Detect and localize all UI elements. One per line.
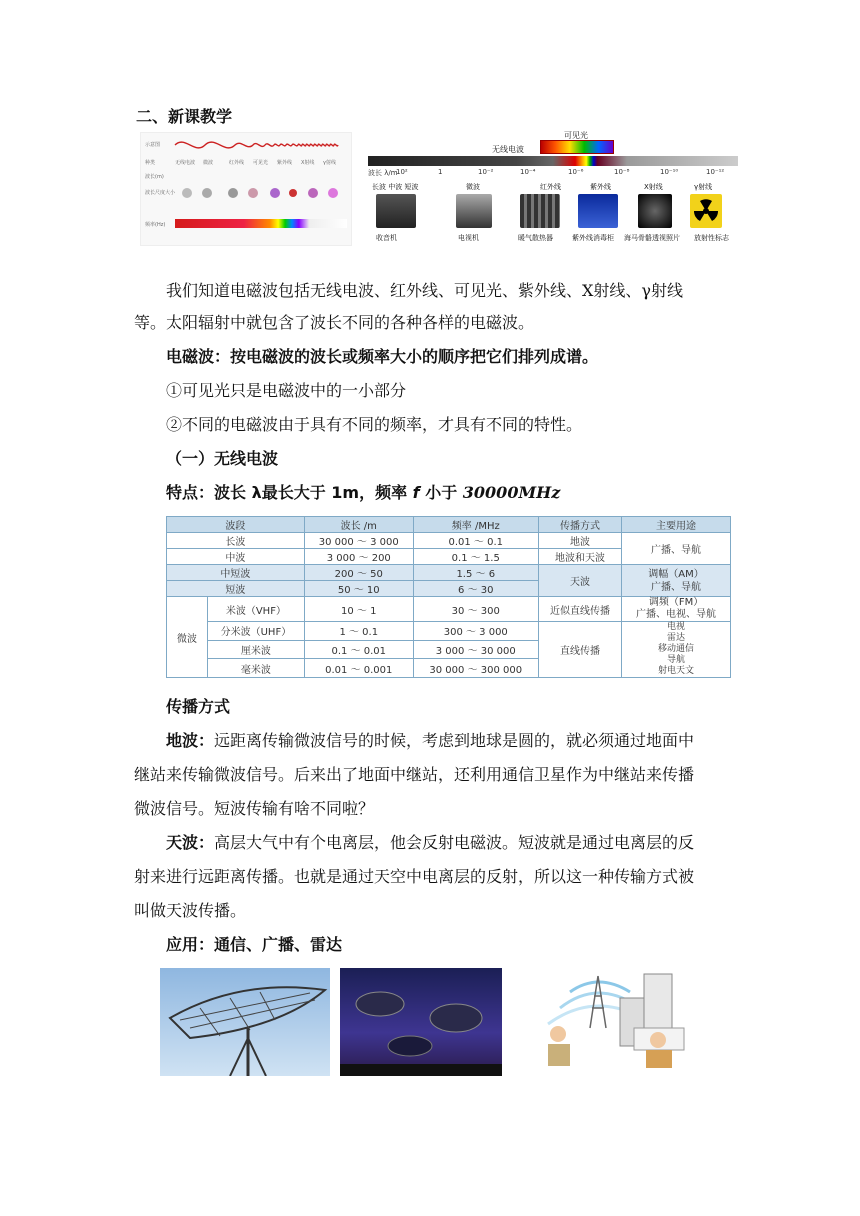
table-cell: 近似直线传播 xyxy=(538,597,621,622)
paragraph-line: 我们知道电磁波包括无线电波、红外线、可见光、紫外线、X射线、γ射线 xyxy=(166,281,683,300)
use-line: 调幅（AM） xyxy=(648,568,704,580)
radio-telescope-photo xyxy=(340,968,502,1076)
wave-label: γ射线 xyxy=(694,183,713,191)
subheading: （一）无线电波 xyxy=(166,449,279,468)
tv-image xyxy=(456,194,492,228)
tick-label: 10⁻⁶ xyxy=(568,168,584,176)
kind-label: 可见光 xyxy=(253,160,269,166)
table-row xyxy=(167,533,731,549)
table-cell: 地波和天波 xyxy=(538,549,621,565)
radio-image xyxy=(376,194,416,228)
sky-wave-line: 叫做天波传播。 xyxy=(134,901,247,920)
kind-label: 微波 xyxy=(203,160,214,166)
wave-label: 紫外线 xyxy=(590,183,611,191)
sky-wave-label: 天波： xyxy=(166,833,215,852)
use-line: 电视 xyxy=(667,622,686,632)
table-cell: 毫米波 xyxy=(208,659,305,678)
row-label: 示意图 xyxy=(145,142,161,148)
uv-cabinet-image xyxy=(578,194,618,228)
table-cell: 3 000 ～ 30 000 xyxy=(413,640,538,659)
section-heading: 二、新课教学 xyxy=(136,107,233,126)
row-label: 频率(Hz) xyxy=(145,222,166,228)
feature-line xyxy=(166,478,560,508)
table-header: 波段 xyxy=(167,517,305,533)
device-label: 电视机 xyxy=(458,234,479,242)
table-cell: 地波 xyxy=(538,533,621,549)
tick-label: 1 xyxy=(438,168,443,176)
radar-photo xyxy=(160,968,330,1076)
table-cell xyxy=(622,565,731,597)
device-label: 放射性标志 xyxy=(694,234,729,242)
tick-label: 10⁻⁴ xyxy=(520,168,536,176)
table-cell: 米波（VHF） xyxy=(208,597,305,622)
table-cell xyxy=(622,597,731,622)
feature-prefix: 特点：波长 λ最长大于 1m，频率 xyxy=(166,483,413,502)
device-label: 收音机 xyxy=(376,234,397,242)
tick-label: 10⁻¹⁰ xyxy=(660,168,679,176)
table-cell: 天波 xyxy=(538,565,621,597)
xray-photo xyxy=(638,194,672,228)
ground-wave-text: 远距离传输微波信号的时候，考虑到地球是圆的，就必须通过地面中 xyxy=(214,731,695,750)
use-line: 广播、电视、导航 xyxy=(636,609,717,620)
radio-wave-table xyxy=(166,516,731,678)
table-header: 波长 /m xyxy=(304,517,413,533)
table-cell: 200 ～ 50 xyxy=(304,565,413,581)
visible-light-box xyxy=(540,140,614,154)
radio-wave-label: 无线电波 xyxy=(492,145,524,154)
table-cell: 0.1 ～ 0.01 xyxy=(304,640,413,659)
ground-wave-line: 继站来传输微波信号。后来出了地面中继站，还利用通信卫星作为中继站来传播 xyxy=(134,765,695,784)
table-cell xyxy=(622,622,731,678)
table-cell: 6 ～ 30 xyxy=(413,581,538,597)
tick-label: 10⁻⁸ xyxy=(614,168,630,176)
application-line: 应用：通信、广播、雷达 xyxy=(166,935,343,954)
kind-label: γ射线 xyxy=(323,160,336,166)
tower-signal-illustration xyxy=(534,968,694,1076)
use-line: 射电天文 xyxy=(658,666,695,676)
wave-label: 微波 xyxy=(466,183,480,191)
table-cell: 300 ～ 3 000 xyxy=(413,622,538,641)
spectrum-scale-bar xyxy=(368,156,738,166)
table-header: 传播方式 xyxy=(538,517,621,533)
wave-label: X射线 xyxy=(644,183,663,191)
table-cell: 长波 xyxy=(167,533,305,549)
sky-wave-text: 高层大气中有个电离层，他会反射电磁波。短波就是通过电离层的反 xyxy=(214,833,695,852)
table-cell: 0.1 ～ 1.5 xyxy=(413,549,538,565)
frequency-color-bar xyxy=(175,219,347,228)
use-line: 雷达 xyxy=(667,633,686,643)
table-cell: 3 000 ～ 200 xyxy=(304,549,413,565)
table-cell: 中波 xyxy=(167,549,305,565)
sky-wave-line: 射来进行远距离传播。也就是通过天空中电离层的反射，所以这一种传输方式被 xyxy=(134,867,695,886)
use-line: 移动通信 xyxy=(658,644,695,654)
propagation-heading: 传播方式 xyxy=(166,697,231,716)
radar-antenna-illustration xyxy=(160,968,330,1076)
table-cell: 厘米波 xyxy=(208,640,305,659)
device-label: 紫外线消毒柜 xyxy=(572,234,614,242)
table-header: 频率 /MHz xyxy=(413,517,538,533)
ground-wave-line: 微波信号。短波传输有啥不同啦？ xyxy=(134,799,375,818)
feature-mid: 小于 xyxy=(419,483,463,502)
row-label: 波长(m) xyxy=(145,174,164,180)
table-cell: 短波 xyxy=(167,581,305,597)
note-item: ②不同的电磁波由于具有不同的频率，才具有不同的特性。 xyxy=(166,415,583,434)
feature-f: f xyxy=(412,483,420,502)
visible-light-label: 可见光 xyxy=(564,131,588,140)
table-cell: 30 000 ～ 300 000 xyxy=(413,659,538,678)
table-cell: 30 ～ 300 xyxy=(413,597,538,622)
use-line: 广播、导航 xyxy=(651,581,702,593)
device-label: 暖气散热器 xyxy=(518,234,553,242)
table-cell: 广播、导航 xyxy=(622,533,731,565)
table-cell: 30 000 ～ 3 000 xyxy=(304,533,413,549)
table-cell: 1.5 ～ 6 xyxy=(413,565,538,581)
table-cell: 10 ～ 1 xyxy=(304,597,413,622)
ground-wave-label: 地波： xyxy=(166,731,215,750)
table-cell: 分米波（UHF） xyxy=(208,622,305,641)
dish-antennas-illustration xyxy=(340,968,502,1076)
kind-label: 紫外线 xyxy=(277,160,293,166)
table-cell: 0.01 ～ 0.001 xyxy=(304,659,413,678)
definition-bold: 电磁波：按电磁波的波长或频率大小的顺序把它们排列成谱。 xyxy=(166,347,599,366)
table-row xyxy=(167,597,731,622)
axis-label: 波长 λ/m xyxy=(368,169,398,177)
kind-label: X射线 xyxy=(301,160,315,166)
radiator-image xyxy=(520,194,560,228)
spectrum-chart-right xyxy=(368,132,738,244)
table-cell: 50 ～ 10 xyxy=(304,581,413,597)
table-row xyxy=(167,565,731,581)
wave-label: 长波 中波 短波 xyxy=(372,183,419,191)
table-cell: 0.01 ～ 0.1 xyxy=(413,533,538,549)
sky-wave-line xyxy=(166,828,694,858)
table-header-row xyxy=(167,517,731,533)
kind-label: 红外线 xyxy=(229,160,245,166)
row-label: 种类 xyxy=(145,160,156,166)
communication-illustration xyxy=(534,968,694,1076)
table-header: 主要用途 xyxy=(622,517,731,533)
ground-wave-line xyxy=(166,726,694,756)
tick-label: 10² xyxy=(396,168,408,176)
spectrum-chart-left xyxy=(140,132,352,246)
table-cell: 1 ～ 0.1 xyxy=(304,622,413,641)
use-line: 导航 xyxy=(667,655,686,665)
tick-label: 10⁻² xyxy=(478,168,494,176)
table-cell: 微波 xyxy=(167,597,208,678)
paragraph-line: 等。太阳辐射中就包含了波长不同的各种各样的电磁波。 xyxy=(134,313,535,332)
use-line: 调频（FM） xyxy=(648,597,704,608)
wave-label: 红外线 xyxy=(540,183,561,191)
tick-label: 10⁻¹² xyxy=(706,168,725,176)
table-row xyxy=(167,622,731,641)
feature-value: 30000MHz xyxy=(462,483,561,502)
note-item: ①可见光只是电磁波中的一小部分 xyxy=(166,381,407,400)
table-cell: 直线传播 xyxy=(538,622,621,678)
table-cell: 中短波 xyxy=(167,565,305,581)
kind-label: 无线电波 xyxy=(175,160,196,166)
row-label: 波长尺度大小 xyxy=(145,190,176,196)
device-label: 海马骨骼透视照片 xyxy=(624,234,680,242)
radiation-symbol-image xyxy=(690,194,722,228)
